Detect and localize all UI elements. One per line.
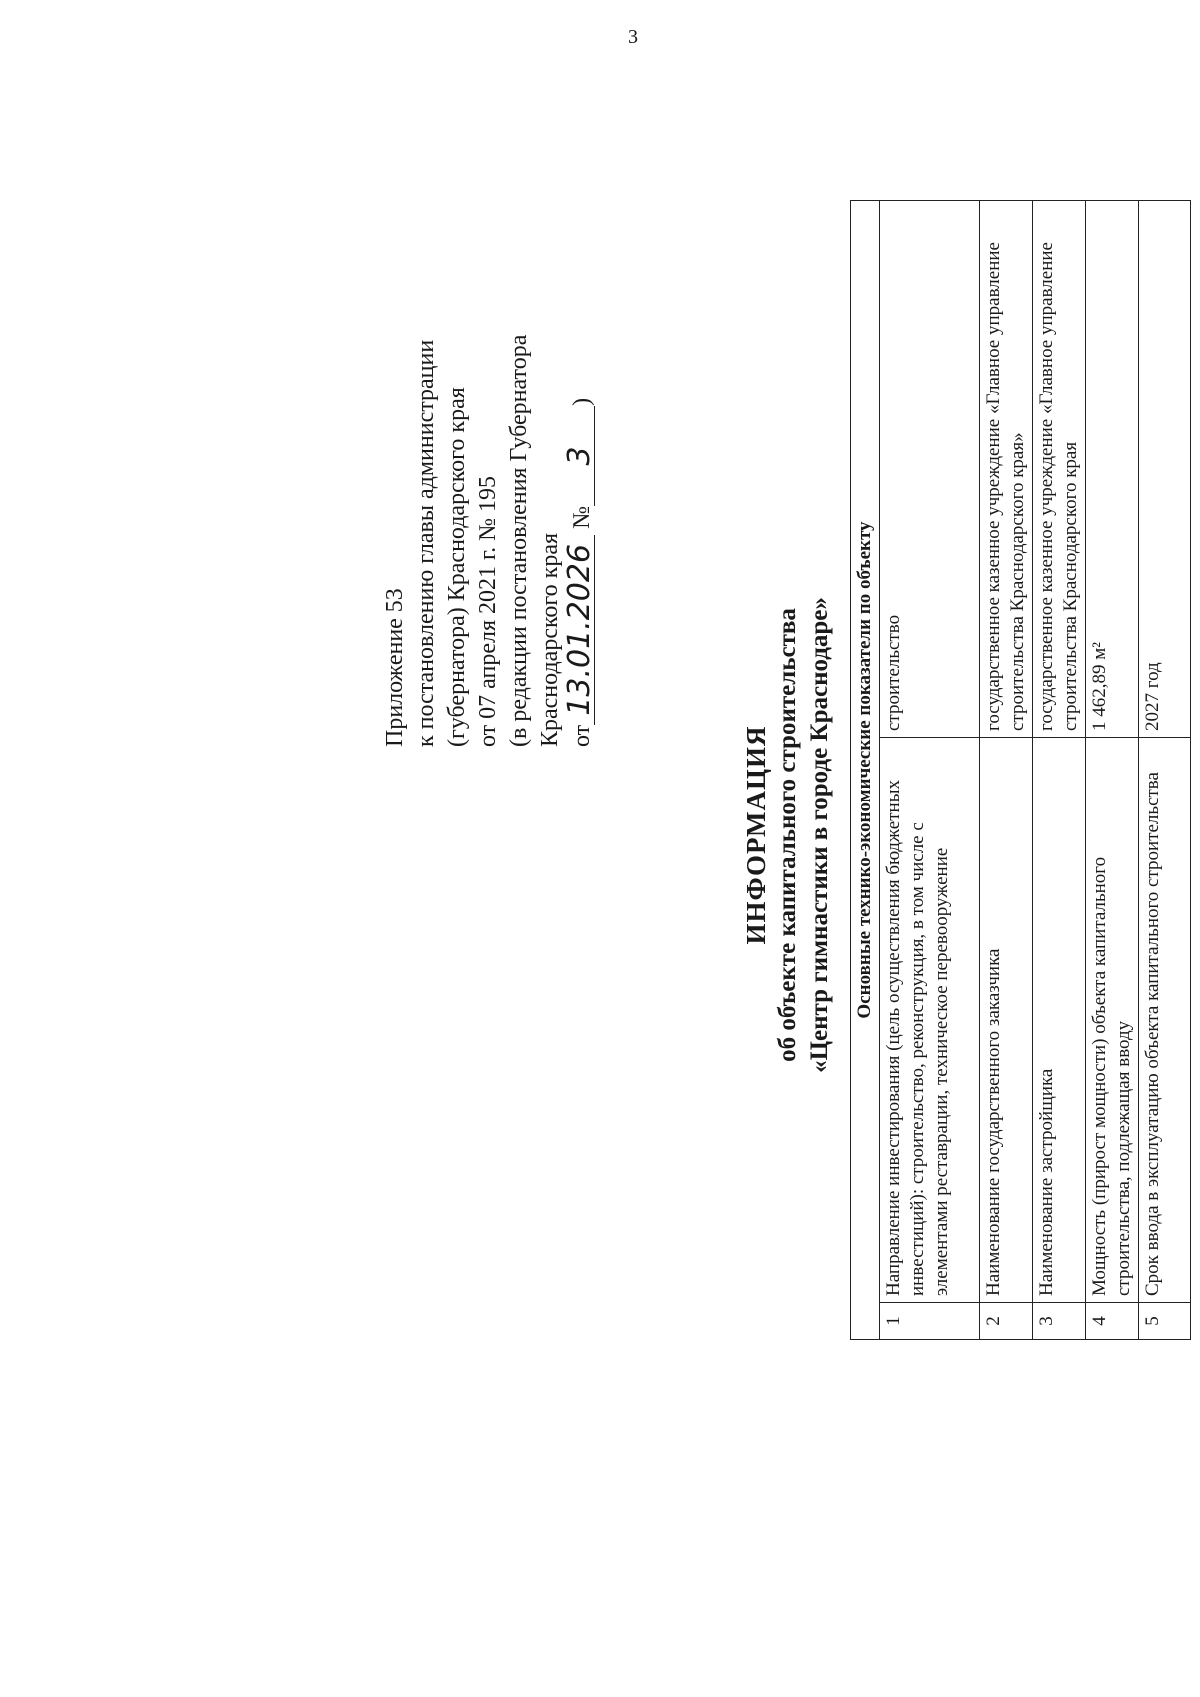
- document-title: [740, 135, 836, 1535]
- page-number: 3: [628, 26, 638, 48]
- row-value: строительство: [880, 201, 980, 738]
- table-row: [980, 201, 1033, 1340]
- title-line-2: об объекте капитального строительства: [774, 608, 801, 1062]
- row-name: Наименование застройщика: [1033, 738, 1086, 1303]
- handwritten-number: 3: [566, 406, 595, 506]
- row-number: 1: [880, 1303, 980, 1340]
- row-value: 2027 год: [1139, 201, 1191, 738]
- appendix-line-5: (в редакции постановления Губернатора: [506, 334, 532, 747]
- row-name: Мощность (прирост мощности) объекта капитального строительства, подлежащая вводу: [1086, 738, 1139, 1303]
- table-header-row: [851, 201, 880, 1340]
- table-header: Основные технико-экономические показатели по объекту: [851, 201, 880, 1340]
- row-number: 2: [980, 1303, 1033, 1340]
- row-name: Направление инвестирования (цель осуществления бюджетных инвестиций): строительство, реконструкция, в том числе с элементами реставрации, техническое перевооружение: [880, 738, 980, 1303]
- row-name: Срок ввода в эксплуатацию объекта капитального строительства: [1139, 738, 1191, 1303]
- appendix-line-6: Краснодарского края: [537, 532, 563, 747]
- row-name: Наименование государственного заказчика: [980, 738, 1033, 1303]
- table-row: [1086, 201, 1139, 1340]
- rotated-content: [240, 135, 1200, 1535]
- appendix-header: [380, 335, 598, 747]
- row-value: государственное казенное учреждение «Главное управление строительства Краснодарского края»: [980, 201, 1033, 738]
- number-label: №: [569, 505, 595, 529]
- appendix-line-3: (губернатора) Краснодарского края: [444, 387, 470, 747]
- title-line-3: «Центр гимнастики в городе Краснодаре»: [806, 597, 833, 1073]
- appendix-line-4: от 07 апреля 2021 г. № 195: [475, 475, 501, 747]
- table-row: [880, 201, 980, 1340]
- indicators-table: [850, 200, 1191, 1340]
- appendix-title: Приложение 53: [382, 588, 408, 747]
- appendix-line-2: к постановлению главы администрации: [413, 339, 439, 747]
- handwritten-date: 13.01.2026: [566, 535, 595, 725]
- table-row: [1139, 201, 1191, 1340]
- from-label: от: [569, 724, 595, 747]
- close-paren: ): [569, 397, 595, 406]
- title-main: ИНФОРМАЦИЯ: [741, 725, 771, 945]
- row-number: 3: [1033, 1303, 1086, 1340]
- appendix-signature-line: [562, 335, 598, 747]
- row-number: 5: [1139, 1303, 1191, 1340]
- row-value: государственное казенное учреждение «Главное управление строительства Краснодарского края: [1033, 201, 1086, 738]
- row-number: 4: [1086, 1303, 1139, 1340]
- row-value: 1 462,89 м²: [1086, 201, 1139, 738]
- table-row: [1033, 201, 1086, 1340]
